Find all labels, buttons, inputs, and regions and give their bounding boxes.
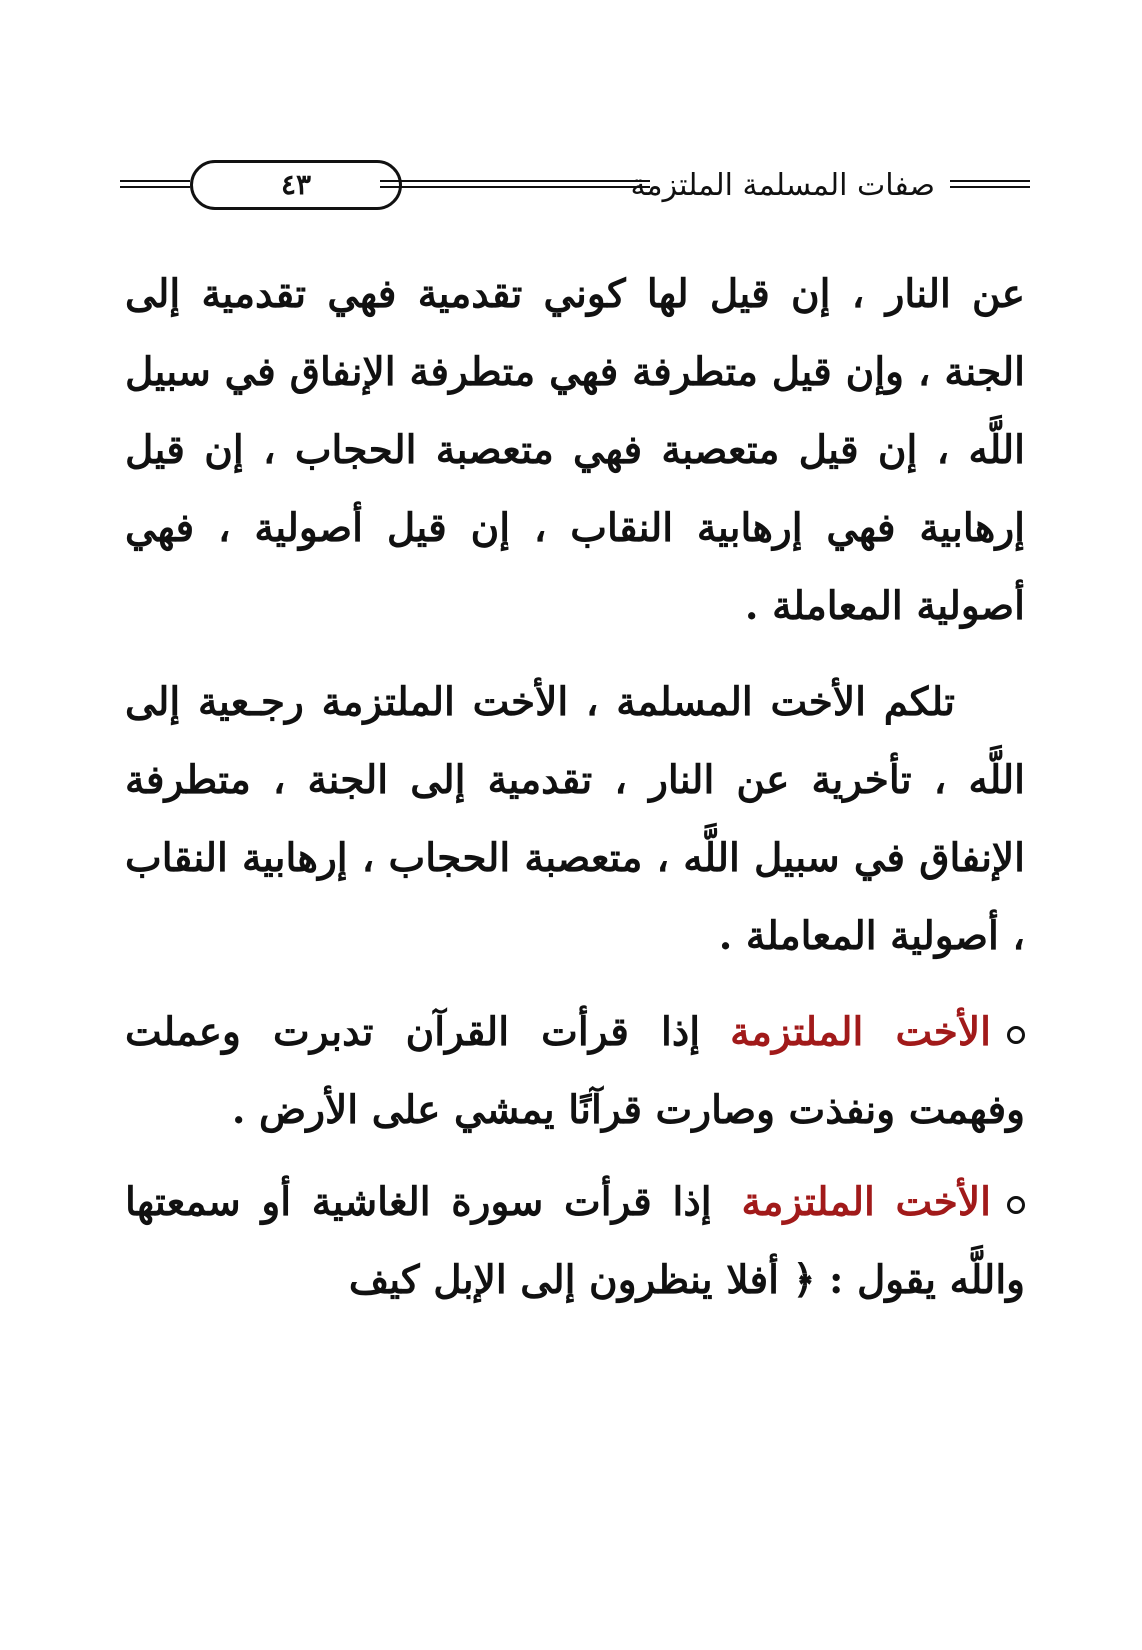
circle-bullet-icon [1007, 1196, 1025, 1214]
paragraph-1: عن النار ، إن قيل لها كوني تقدمية فهي تقدمية إلى الجنة ، وإن قيل متطرفة فهي متطرفة الإنفاق في سبيل اللَّه ، إن قيل متعصبة فهي متعصبة الحجاب ، إن قيل إرهابية فهي إرهابية النقاب ، إن قيل أصولية ، فهي أصولية المعاملة . [125, 271, 1025, 629]
page-number: ٤٣ [190, 160, 402, 210]
bullet-item-2 [125, 1163, 1025, 1319]
bullet-label-2: الأخت الملتزمة [741, 1179, 991, 1225]
bullet-text-1: إذا قرأت القرآن تدبرت وعملت وفهمت ونفذت وصارت قرآنًا يمشي على الأرض . [125, 1009, 1025, 1133]
header-rule-middle [380, 180, 650, 188]
circle-bullet-icon [1007, 1026, 1025, 1044]
page-header [120, 160, 1030, 216]
page-body [125, 255, 1025, 1333]
header-rule-left [120, 180, 190, 188]
paragraph-2: تلكم الأخت المسلمة ، الأخت الملتزمة رجـعية إلى اللَّه ، تأخرية عن النار ، تقدمية إلى الجنة ، متطرفة الإنفاق في سبيل اللَّه ، متعصبة الحجاب ، إرهابية النقاب ، أصولية المعاملة . [125, 679, 1025, 959]
running-title: صفات المسلمة الملتزمة [630, 168, 935, 203]
bullet-text-2: إذا قرأت سورة الغاشية أو سمعتها واللَّه يقول : ﴿ أفلا ينظرون إلى الإبل كيف [125, 1179, 1025, 1303]
bullet-item-1 [125, 993, 1025, 1149]
header-rule-right [950, 180, 1030, 188]
bullet-label-1: الأخت الملتزمة [730, 1009, 991, 1055]
